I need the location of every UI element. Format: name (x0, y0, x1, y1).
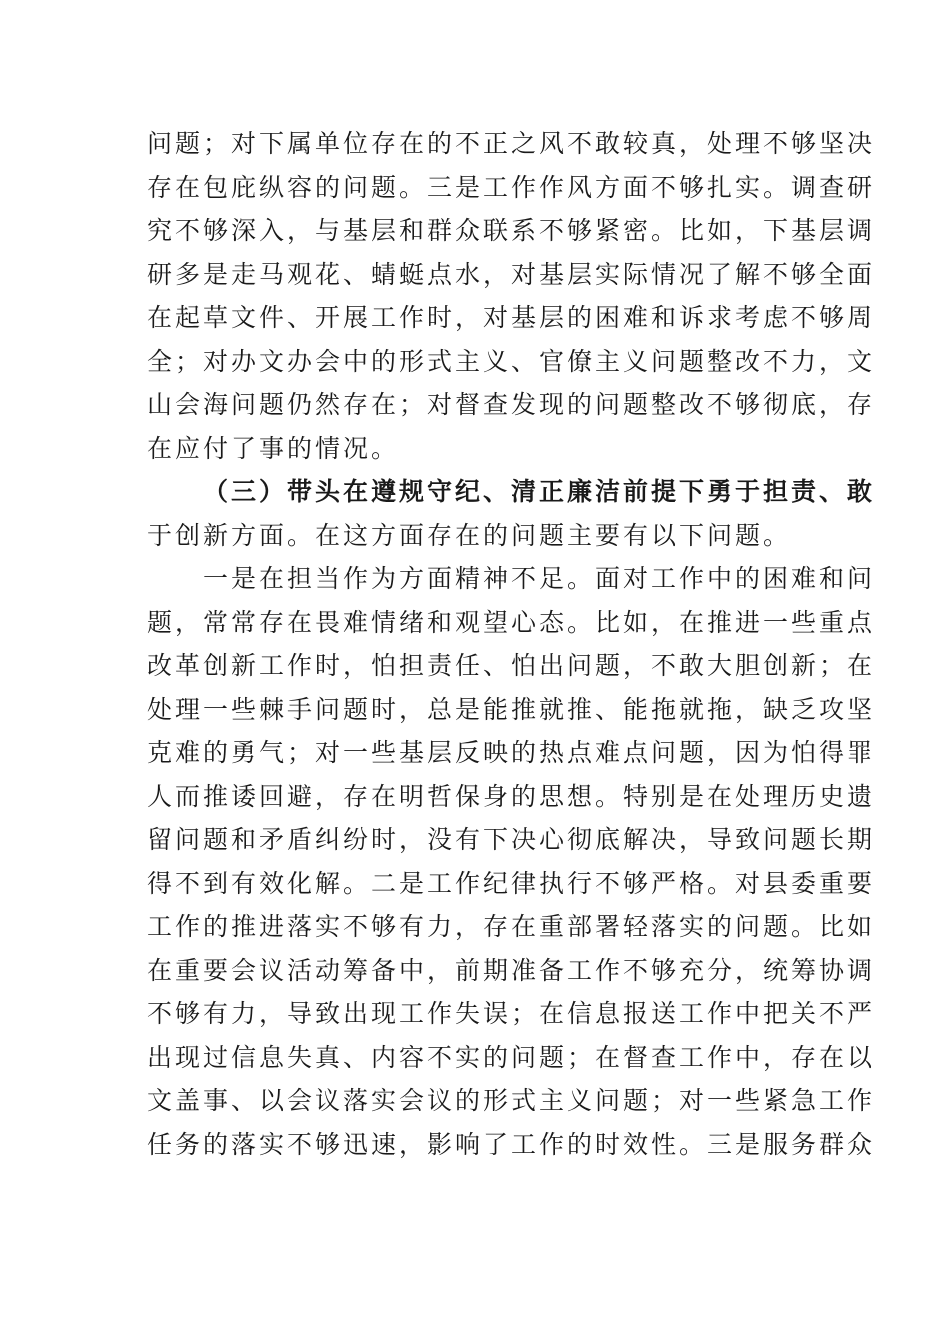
section-heading-continuation: 于创新方面。在这方面存在的问题主要有以下问题。 (147, 520, 792, 550)
text-line: 工作的推进落实不够有力，存在重部署轻落实的问题。比如 (147, 912, 876, 941)
paragraph-start-line: 一是在担当作为方面精神不足。面对工作中的困难和问 (203, 564, 876, 593)
text-line: 得不到有效化解。二是工作纪律执行不够严格。对县委重要 (147, 868, 876, 898)
text-line: 出现过信息失真、内容不实的问题；在督查工作中，存在以 (147, 1042, 876, 1072)
text-line: 研多是走马观花、蜻蜓点水，对基层实际情况了解不够全面 (147, 259, 876, 289)
text-line: 在应付了事的情况。 (147, 433, 400, 463)
text-line: 问题；对下属单位存在的不正之风不敢较真，处理不够坚决 (147, 129, 876, 158)
text-line: 不够有力，导致出现工作失误；在信息报送工作中把关不严 (147, 999, 876, 1028)
text-line: 克难的勇气；对一些基层反映的热点难点问题，因为怕得罪 (147, 738, 876, 767)
text-line: 存在包庇纵容的问题。三是工作作风方面不够扎实。调查研 (147, 172, 876, 202)
text-line: 山会海问题仍然存在；对督查发现的问题整改不够彻底，存 (147, 390, 876, 419)
body-text (147, 122, 876, 1166)
text-line: 在重要会议活动筹备中，前期准备工作不够充分，统筹协调 (147, 955, 876, 985)
text-line: 改革创新工作时，怕担责任、怕出问题，不敢大胆创新；在 (147, 651, 876, 680)
text-line: 任务的落实不够迅速，影响了工作的时效性。三是服务群众 (147, 1129, 876, 1159)
text-line: 留问题和矛盾纠纷时，没有下决心彻底解决，导致问题长期 (147, 825, 876, 854)
text-line: 处理一些棘手问题时，总是能推就推、能拖就拖，缺乏攻坚 (147, 694, 876, 724)
section-heading-line: （三）带头在遵规守纪、清正廉洁前提下勇于担责、敢 (203, 477, 876, 506)
text-line: 人而推诿回避，存在明哲保身的思想。特别是在处理历史遗 (147, 781, 876, 811)
text-line: 究不够深入，与基层和群众联系不够紧密。比如，下基层调 (147, 216, 876, 245)
text-line: 全；对办文办会中的形式主义、官僚主义问题整改不力，文 (147, 346, 876, 376)
text-line: 题，常常存在畏难情绪和观望心态。比如，在推进一些重点 (147, 607, 876, 637)
text-line: 在起草文件、开展工作时，对基层的困难和诉求考虑不够周 (147, 303, 876, 332)
text-line: 文盖事、以会议落实会议的形式主义问题；对一些紧急工作 (147, 1086, 876, 1115)
